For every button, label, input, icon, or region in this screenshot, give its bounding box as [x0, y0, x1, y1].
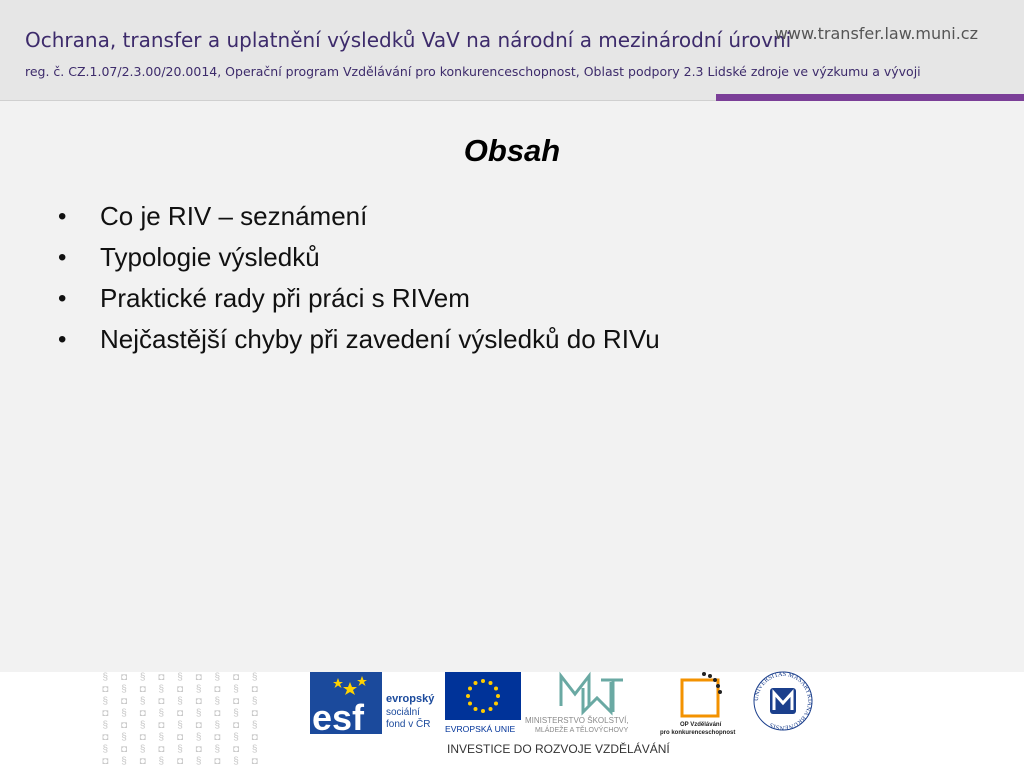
esf-text: esf [312, 697, 365, 734]
msmt-line2: MLÁDEŽE A TĚLOVÝCHOVY [535, 727, 629, 734]
pattern-glyph: § [214, 720, 221, 731]
pattern-glyph: ◘ [195, 720, 202, 731]
pattern-glyph: ◘ [139, 708, 146, 719]
eu-star-icon [494, 687, 498, 691]
pattern-glyph: § [139, 720, 146, 731]
pattern-glyph: ◘ [176, 708, 184, 719]
eu-star-icon [474, 707, 478, 711]
eu-star-icon [468, 702, 472, 706]
slide-content-area [0, 101, 1024, 672]
pattern-glyph: § [102, 672, 109, 683]
decorative-pattern [96, 672, 264, 768]
pattern-glyph: § [102, 720, 109, 731]
op-line2: pro konkurenceschopnost [660, 730, 736, 736]
eu-star-icon [489, 707, 493, 711]
pattern-glyph: § [177, 720, 183, 731]
pattern-glyph: ◘ [195, 672, 202, 683]
pattern-glyph: ◘ [214, 708, 221, 719]
investice-text: INVESTICE DO ROZVOJE VZDĚLÁVÁNÍ [447, 742, 670, 756]
pattern-glyph: § [251, 744, 258, 755]
pattern-glyph: § [121, 684, 127, 695]
pattern-glyph: ◘ [158, 672, 165, 683]
pattern-glyph: ◘ [102, 756, 109, 767]
esf-line2: sociální [386, 707, 420, 718]
pattern-glyph: ◘ [120, 672, 128, 683]
pattern-glyph: ◘ [158, 720, 165, 731]
pattern-glyph: ◘ [176, 756, 184, 767]
pattern-glyph: § [177, 744, 183, 755]
pattern-glyph: ◘ [251, 708, 258, 719]
pattern-glyph: ◘ [214, 756, 221, 767]
slide-header [0, 0, 1024, 101]
pattern-glyph: ◘ [251, 756, 258, 767]
pattern-glyph: § [195, 684, 202, 695]
pattern-glyph: ◘ [232, 720, 240, 731]
pattern-glyph: § [121, 732, 127, 743]
pattern-glyph: § [214, 672, 221, 683]
pattern-glyph: § [233, 732, 239, 743]
pattern-glyph: ◘ [232, 744, 240, 755]
slide-title: Obsah [463, 133, 561, 168]
eu-star-icon [474, 681, 478, 685]
bullet-item [58, 319, 660, 360]
pattern-glyph: ◘ [139, 756, 146, 767]
pattern-glyph: ◘ [251, 684, 258, 695]
pattern-glyph: § [158, 732, 165, 743]
pattern-glyph: § [102, 696, 109, 707]
msmt-line1: MINISTERSTVO ŠKOLSTVÍ, [525, 716, 629, 725]
pattern-glyph: ◘ [139, 732, 146, 743]
pattern-glyph: § [121, 756, 127, 767]
eu-star-icon [481, 709, 485, 713]
pattern-glyph: § [251, 696, 258, 707]
pattern-glyph: ◘ [120, 720, 128, 731]
esf-line1: evropský [386, 693, 435, 705]
pattern-glyph: ◘ [195, 744, 202, 755]
pattern-glyph: ◘ [120, 744, 128, 755]
eu-star-icon [494, 702, 498, 706]
pattern-glyph: § [214, 696, 221, 707]
pattern-glyph: ◘ [158, 744, 165, 755]
pattern-glyph: ◘ [232, 672, 240, 683]
op-line1: OP Vzdělávání [680, 722, 722, 728]
pattern-glyph: § [233, 708, 239, 719]
mu-seal-logo [752, 670, 814, 732]
pattern-glyph: § [214, 744, 221, 755]
eu-star-icon [481, 679, 485, 683]
pattern-glyph: § [251, 720, 258, 731]
pattern-glyph: ◘ [102, 684, 109, 695]
pattern-glyph: § [139, 696, 146, 707]
eu-star-icon [496, 694, 500, 698]
pattern-glyph: ◘ [195, 696, 202, 707]
pattern-glyph: ◘ [158, 696, 165, 707]
header-subtitle: reg. č. CZ.1.07/2.3.00/20.0014, Operační program Vzdělávání pro konkurenceschopnost, Oblast podpory 2.3 Lidské zdroje ve výzkumu a vývoji [25, 64, 921, 79]
bullet-text: Typologie výsledků [100, 242, 320, 272]
pattern-glyph: § [251, 672, 258, 683]
pattern-glyph: § [158, 708, 165, 719]
pattern-glyph: § [102, 744, 109, 755]
bullet-text: Nejčastější chyby při zavedení výsledků do RIVu [100, 324, 660, 354]
pattern-glyph: § [195, 756, 202, 767]
mu-seal-text: UNIVERSITAS MASARYKIANA BRUNENSIS [752, 670, 814, 732]
header-url: www.transfer.law.muni.cz [774, 24, 978, 43]
pattern-glyph: § [195, 708, 202, 719]
pattern-glyph: § [233, 684, 239, 695]
bullet-item [58, 196, 660, 237]
eu-star-icon [466, 694, 470, 698]
bullet-icon: • [58, 326, 67, 353]
pattern-glyph: ◘ [251, 732, 258, 743]
header-title: Ochrana, transfer a uplatnění výsledků VaV na národní a mezinárodní úrovni [25, 28, 792, 52]
esf-line3: fond v ČR [386, 719, 431, 730]
bullet-list [58, 196, 660, 360]
pattern-glyph: ◘ [214, 732, 221, 743]
pattern-glyph: § [139, 744, 146, 755]
pattern-glyph: ◘ [102, 732, 109, 743]
pattern-glyph: ◘ [214, 684, 221, 695]
esf-logo [310, 672, 440, 734]
pattern-glyph: ◘ [102, 708, 109, 719]
bullet-item [58, 278, 660, 319]
bullet-icon: • [58, 244, 67, 271]
bullet-text: Co je RIV – seznámení [100, 201, 368, 231]
eu-label: EVROPSKÁ UNIE [445, 724, 516, 734]
pattern-glyph: § [158, 684, 165, 695]
eu-flag-logo [445, 672, 521, 734]
pattern-glyph: § [158, 756, 165, 767]
pattern-glyph: ◘ [176, 684, 184, 695]
eu-star-icon [489, 681, 493, 685]
pattern-glyph: ◘ [176, 732, 184, 743]
pattern-glyph: ◘ [139, 684, 146, 695]
msmt-logo [525, 668, 655, 734]
bullet-icon: • [58, 285, 67, 312]
pattern-glyph: ◘ [232, 696, 240, 707]
pattern-glyph: § [195, 732, 202, 743]
pattern-glyph: ◘ [120, 696, 128, 707]
bullet-item [58, 237, 660, 278]
bullet-text: Praktické rady při práci s RIVem [100, 283, 470, 313]
pattern-glyph: § [177, 696, 183, 707]
pattern-glyph: § [233, 756, 239, 767]
op-vzdelavani-logo [660, 670, 748, 736]
bullet-icon: • [58, 203, 67, 230]
pattern-glyph: § [177, 672, 183, 683]
pattern-glyph: § [121, 708, 127, 719]
eu-star-icon [468, 687, 472, 691]
pattern-glyph: § [139, 672, 146, 683]
